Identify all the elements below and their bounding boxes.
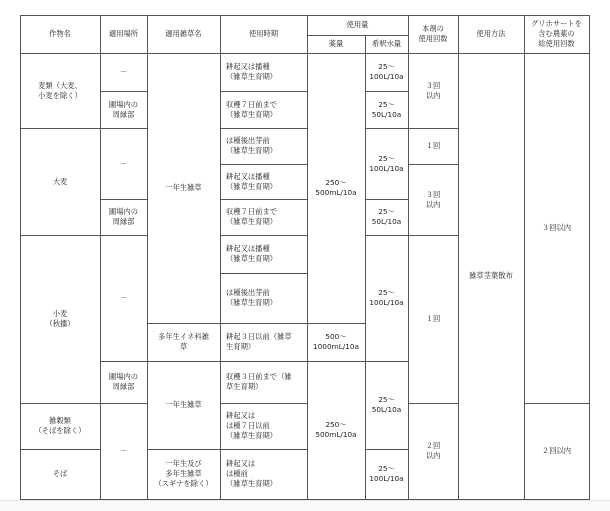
- place-dash: －: [119, 158, 128, 168]
- row-divider: [307, 361, 365, 362]
- row-divider: [365, 235, 408, 236]
- column-divider: [307, 15, 308, 500]
- row-divider: [220, 199, 307, 200]
- row-divider: [220, 323, 307, 324]
- header-method: 使用方法: [476, 29, 506, 39]
- place-dash: －: [119, 446, 128, 456]
- table-border-left: [20, 15, 21, 500]
- header-crop: 作物名: [49, 29, 71, 39]
- total-times-cell: ２回以内: [541, 446, 572, 456]
- place-edge: 圃場内の 周縁部: [108, 99, 139, 119]
- row-divider: [20, 449, 100, 450]
- chemical-amount: 500～ 1000mL/10a: [313, 332, 359, 351]
- crop-komugi: 小麦 （秋播）: [45, 309, 75, 328]
- row-divider: [220, 91, 307, 92]
- header-times: 本剤の 使用回数: [418, 24, 448, 43]
- header-amount: 使用量: [346, 20, 369, 30]
- row-divider: [147, 323, 220, 324]
- row-divider: [408, 128, 458, 129]
- water-amount: 25～ 50L/10a: [371, 99, 402, 119]
- row-divider: [408, 235, 458, 236]
- row-divider: [20, 235, 100, 236]
- times-cell: １回: [425, 314, 441, 324]
- water-amount: 25～ 100L/10a: [369, 62, 404, 81]
- row-divider: [100, 361, 147, 362]
- header-bottom-line: [20, 53, 590, 54]
- water-amount: 25～ 100L/10a: [369, 288, 404, 307]
- timing-cell: 耕起又は播種 （雑草生育期）: [226, 171, 278, 191]
- row-divider: [220, 164, 307, 165]
- crop-oomugi: 大麦: [52, 176, 68, 186]
- row-divider: [147, 449, 220, 450]
- timing-cell: 耕起又は は種７日以前 （雑草生育期）: [226, 411, 278, 440]
- chemical-amount: 250～ 500mL/10a: [315, 178, 357, 197]
- place-edge: 圃場内の 周縁部: [108, 372, 139, 391]
- row-divider: [100, 128, 147, 129]
- row-divider: [365, 128, 408, 129]
- crop-zakkoku: 雑穀類 （そばを除く）: [34, 416, 86, 435]
- row-divider: [365, 361, 408, 362]
- column-divider: [147, 15, 148, 500]
- row-divider: [220, 449, 307, 450]
- times-cell: １回: [425, 141, 441, 151]
- times-cell: ３回 以内: [425, 80, 441, 100]
- header-water: 希釈水量: [371, 39, 402, 49]
- timing-cell: は種後出芽前 （雑草生育期）: [226, 136, 278, 155]
- column-divider: [458, 15, 459, 500]
- row-divider: [147, 361, 220, 362]
- timing-cell: 収穫３日前まで（雑 草生育期）: [226, 372, 292, 391]
- table-border-top: [20, 15, 590, 16]
- timing-cell: 耕起又は播種 （雑草生育期）: [226, 244, 278, 263]
- row-divider: [100, 91, 147, 92]
- weed-perennial-grass: 多年生イネ科雑 草: [157, 332, 209, 351]
- column-divider: [100, 15, 101, 500]
- water-amount: 25～ 100L/10a: [369, 464, 404, 483]
- timing-cell: 耕起３日以前（雑草 生育期）: [226, 332, 292, 351]
- timing-cell: 耕起又は播種 （雑草生育期）: [226, 62, 278, 81]
- column-divider: [220, 15, 221, 500]
- row-divider: [365, 199, 408, 200]
- header-weed: 適用雑草名: [165, 29, 202, 39]
- water-amount: 25～ 50L/10a: [371, 207, 402, 226]
- timing-cell: 収穫７日前まで （雑草生育期）: [226, 207, 278, 226]
- row-divider: [100, 403, 147, 404]
- row-divider: [220, 403, 307, 404]
- times-cell: ２回 以内: [425, 441, 441, 460]
- header-timing: 使用時期: [248, 29, 279, 39]
- row-divider: [307, 323, 365, 324]
- weed-annual: 一年生雑草: [165, 183, 202, 193]
- row-divider: [365, 91, 408, 92]
- header-place: 適用場所: [108, 29, 139, 39]
- row-divider: [408, 164, 458, 165]
- weed-annual: 一年生雑草: [165, 400, 202, 410]
- column-divider: [365, 35, 366, 500]
- water-amount: 25～ 100L/10a: [369, 153, 404, 173]
- row-divider: [100, 235, 147, 236]
- place-dash: －: [119, 293, 128, 303]
- timing-cell: 収穫７日前まで （雑草生育期）: [226, 99, 278, 119]
- row-divider: [220, 128, 307, 129]
- row-divider: [365, 449, 408, 450]
- header-total: グリホサートを 含む農薬の 総使用回数: [530, 19, 583, 48]
- timing-cell: は種後出芽前 （雑草生育期）: [226, 288, 278, 307]
- column-divider: [408, 15, 409, 500]
- row-divider: [220, 273, 307, 274]
- place-dash: －: [119, 67, 128, 77]
- row-divider: [220, 361, 307, 362]
- table-border-right: [589, 15, 590, 500]
- place-edge: 圃場内の 周縁部: [108, 207, 139, 226]
- row-divider: [100, 199, 147, 200]
- row-divider: [20, 128, 100, 129]
- header-chemical: 薬量: [328, 39, 344, 49]
- chemical-amount: 250～ 500mL/10a: [315, 420, 357, 439]
- crop-mugi: 麦類（大麦、 小麦を除く）: [38, 80, 82, 100]
- weed-annual-perennial: 一年生及び 多年生雑草 （スギナを除く）: [154, 459, 213, 488]
- water-amount: 25～ 50L/10a: [371, 395, 402, 414]
- crop-soba: そば: [52, 469, 68, 479]
- times-cell: ３回 以内: [425, 189, 441, 209]
- row-divider: [408, 403, 458, 404]
- column-divider: [524, 15, 525, 500]
- method-cell: 雑草茎葉散布: [469, 271, 513, 281]
- row-divider: [220, 235, 307, 236]
- total-times-cell: ３回以内: [541, 223, 572, 233]
- row-divider: [524, 403, 589, 404]
- timing-cell: 耕起又は は種前 （雑草生育期）: [226, 459, 278, 488]
- row-divider: [307, 35, 408, 36]
- row-divider: [20, 403, 100, 404]
- page-bottom-cutoff: [0, 500, 610, 511]
